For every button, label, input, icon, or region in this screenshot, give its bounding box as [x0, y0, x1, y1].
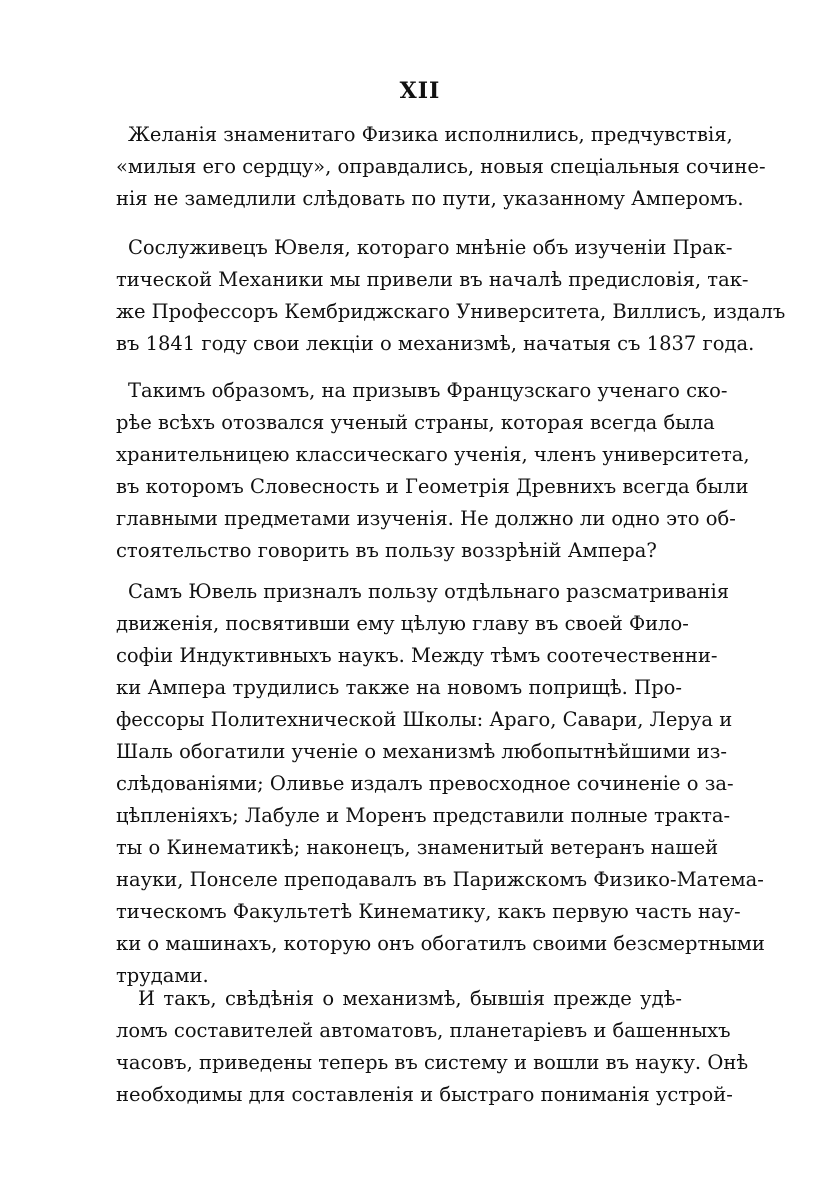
text-line: слѣдованіями; Оливье издалъ превосходное сочиненіе о за-: [116, 772, 734, 795]
text-line: И такъ, свѣдѣнія о механизмѣ, бывшія прежде удѣ-: [138, 987, 682, 1010]
text-line: Такимъ образомъ, на призывъ Французскаго ученаго ско-: [128, 379, 728, 402]
page-number: XII: [399, 78, 441, 104]
text-line: ки о машинахъ, которую онъ обогатилъ своими безсмертными: [116, 932, 765, 955]
text-line: тическомъ Факультетѣ Кинематику, какъ первую часть нау-: [116, 900, 741, 923]
text-line: Желанія знаменитаго Физика исполнились, предчувствія,: [128, 123, 733, 146]
text-line: нія не замедлили слѣдовать по пути, указанному Амперомъ.: [116, 187, 744, 210]
paragraph-1: [116, 119, 766, 215]
text-line: необходимы для составленія и быстраго пониманія устрой-: [116, 1083, 733, 1106]
text-line: же Профессоръ Кембриджскаго Университета, Виллисъ, издалъ: [116, 300, 786, 323]
paragraph-2: [116, 232, 786, 360]
text-line: «милыя его сердцу», оправдались, новыя спеціальныя сочине-: [116, 155, 766, 178]
text-line: въ которомъ Словесность и Геометрія Древнихъ всегда были: [116, 475, 749, 498]
text-line: рѣе всѣхъ отозвался ученый страны, которая всегда была: [116, 411, 715, 434]
text-line: софіи Индуктивныхъ наукъ. Между тѣмъ соотечественни-: [116, 644, 718, 667]
paragraph-5: [116, 983, 749, 1111]
text-line: часовъ, приведены теперь въ систему и вошли въ науку. Онѣ: [116, 1051, 749, 1074]
paragraph-3: [116, 375, 750, 567]
text-line: науки, Понселе преподавалъ въ Парижскомъ Физико-Матема-: [116, 868, 764, 891]
text-line: фессоры Политехнической Школы: Араго, Савари, Леруа и: [116, 708, 733, 731]
text-line: движенія, посвятивши ему цѣлую главу въ своей Фило-: [116, 612, 689, 635]
text-line: въ 1841 году свои лекціи о механизмѣ, начатыя съ 1837 года.: [116, 332, 755, 355]
text-line: Самъ Ювель призналъ пользу отдѣльнаго разсматриванія: [128, 580, 730, 603]
text-line: Шаль обогатили ученіе о механизмѣ любопытнѣйшими из-: [116, 740, 728, 763]
text-line: трудами.: [116, 964, 209, 987]
text-line: ломъ составителей автоматовъ, планетаріевъ и башенныхъ: [116, 1019, 731, 1042]
text-line: цѣпленіяхъ; Лабуле и Моренъ представили полные тракта-: [116, 804, 731, 827]
text-line: хранительницею классическаго ученія, членъ университета,: [116, 443, 750, 466]
text-line: главными предметами изученія. Не должно ли одно это об-: [116, 507, 736, 530]
paragraph-4: [116, 576, 765, 992]
text-line: ты о Кинематикѣ; наконецъ, знаменитый ветеранъ нашей: [116, 836, 719, 859]
text-line: ки Ампера трудились также на новомъ поприщѣ. Про-: [116, 676, 682, 699]
text-line: стоятельство говорить въ пользу воззрѣній Ампера?: [116, 539, 657, 562]
text-line: Сослуживецъ Ювеля, котораго мнѣніе объ изученіи Прак-: [128, 236, 733, 259]
text-line: тической Механики мы привели въ началѣ предисловія, так-: [116, 268, 749, 291]
